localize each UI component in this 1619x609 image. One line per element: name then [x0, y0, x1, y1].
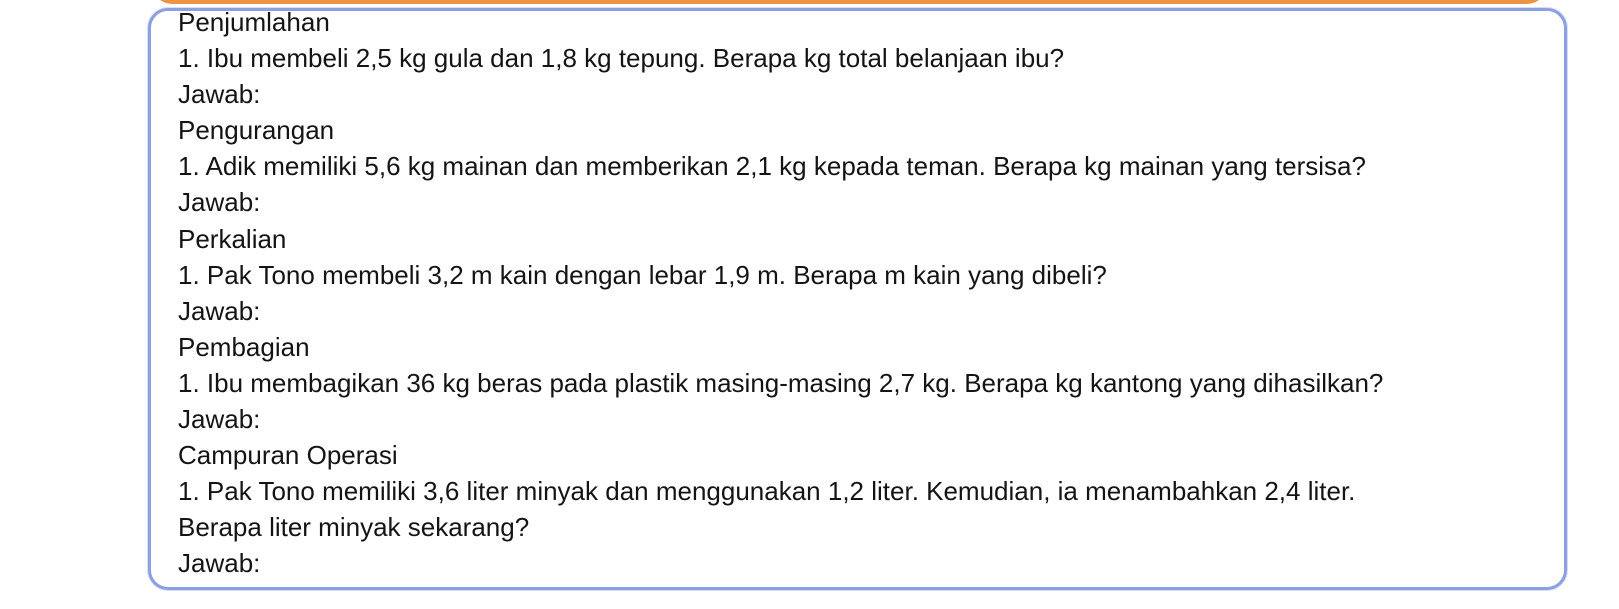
worksheet-text — [178, 4, 1568, 582]
question-text: 1. Adik memiliki 5,6 kg mainan dan memberikan 2,1 kg kepada teman. Berapa kg mainan yang tersisa? — [178, 151, 1366, 182]
section-heading-pengurangan: Pengurangan — [178, 115, 335, 146]
question-text: 1. Ibu membeli 2,5 kg gula dan 1,8 kg tepung. Berapa kg total belanjaan ibu? — [178, 43, 1065, 74]
question-text: 1. Pak Tono membeli 3,2 m kain dengan lebar 1,9 m. Berapa m kain yang dibeli? — [178, 259, 1107, 290]
answer-label: Jawab: — [178, 295, 261, 326]
answer-label: Jawab: — [178, 79, 261, 110]
answer-label: Jawab: — [178, 187, 261, 218]
section-heading-campuran-operasi: Campuran Operasi — [178, 440, 398, 471]
section-heading-penjumlahan: Penjumlahan — [178, 7, 330, 37]
question-text: 1. Ibu membagikan 36 kg beras pada plastik masing-masing 2,7 kg. Berapa kg kantong yang dihasilkan? — [178, 367, 1384, 398]
answer-label: Jawab: — [178, 404, 261, 435]
answer-label: Jawab: — [178, 548, 261, 579]
question-text: 1. Pak Tono memiliki 3,6 liter minyak dan menggunakan 1,2 liter. Kemudian, ia menambahkan 2,4 liter. — [178, 476, 1356, 507]
section-heading-perkalian: Perkalian — [178, 223, 287, 254]
question-text-continued: Berapa liter minyak sekarang? — [178, 512, 530, 543]
section-heading-pembagian: Pembagian — [178, 331, 310, 362]
